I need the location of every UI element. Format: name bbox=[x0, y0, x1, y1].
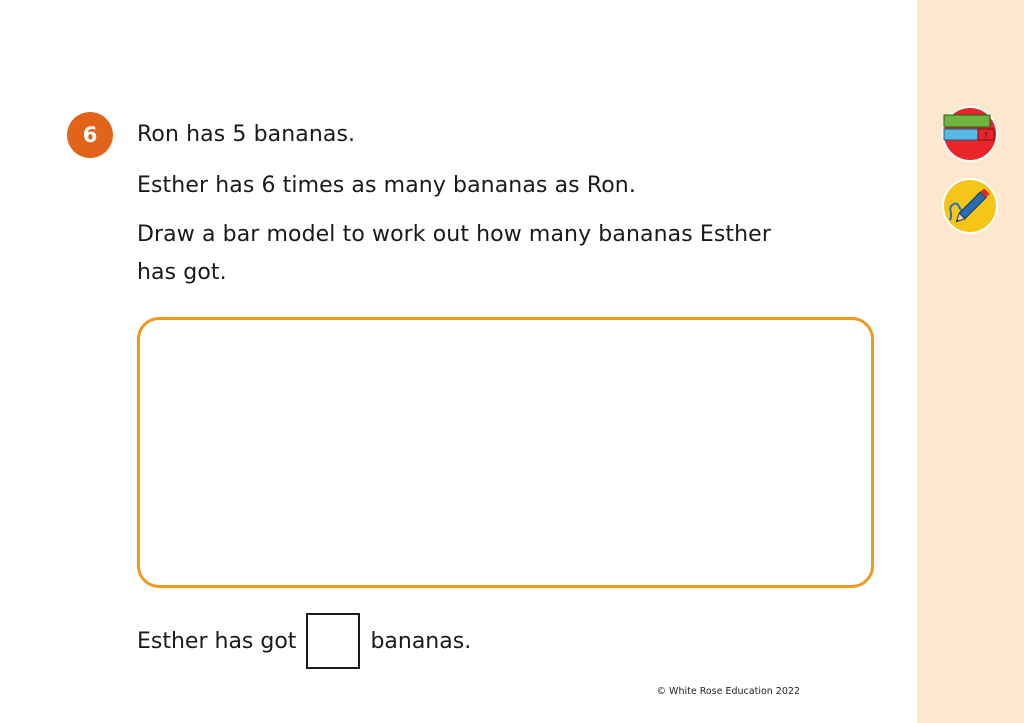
answer-sentence bbox=[137, 612, 471, 670]
pencil-icon bbox=[940, 176, 1000, 236]
question-line-2: Esther has 6 times as many bananas as Ron. bbox=[137, 173, 636, 198]
question-line-3: Draw a bar model to work out how many bananas Esther bbox=[137, 222, 771, 247]
question-line-4: has got. bbox=[137, 260, 227, 285]
question-line-1: Ron has 5 bananas. bbox=[137, 122, 356, 147]
answer-input-box[interactable] bbox=[306, 613, 360, 669]
bar-model-icon bbox=[940, 104, 1000, 164]
question-number-badge: 6 bbox=[67, 112, 113, 158]
copyright-notice: © White Rose Education 2022 bbox=[656, 686, 800, 697]
svg-text:?: ? bbox=[983, 131, 989, 140]
bar-model-drawing-area[interactable] bbox=[137, 317, 874, 588]
answer-prefix: Esther has got bbox=[137, 628, 297, 654]
answer-suffix: bananas. bbox=[370, 628, 472, 654]
